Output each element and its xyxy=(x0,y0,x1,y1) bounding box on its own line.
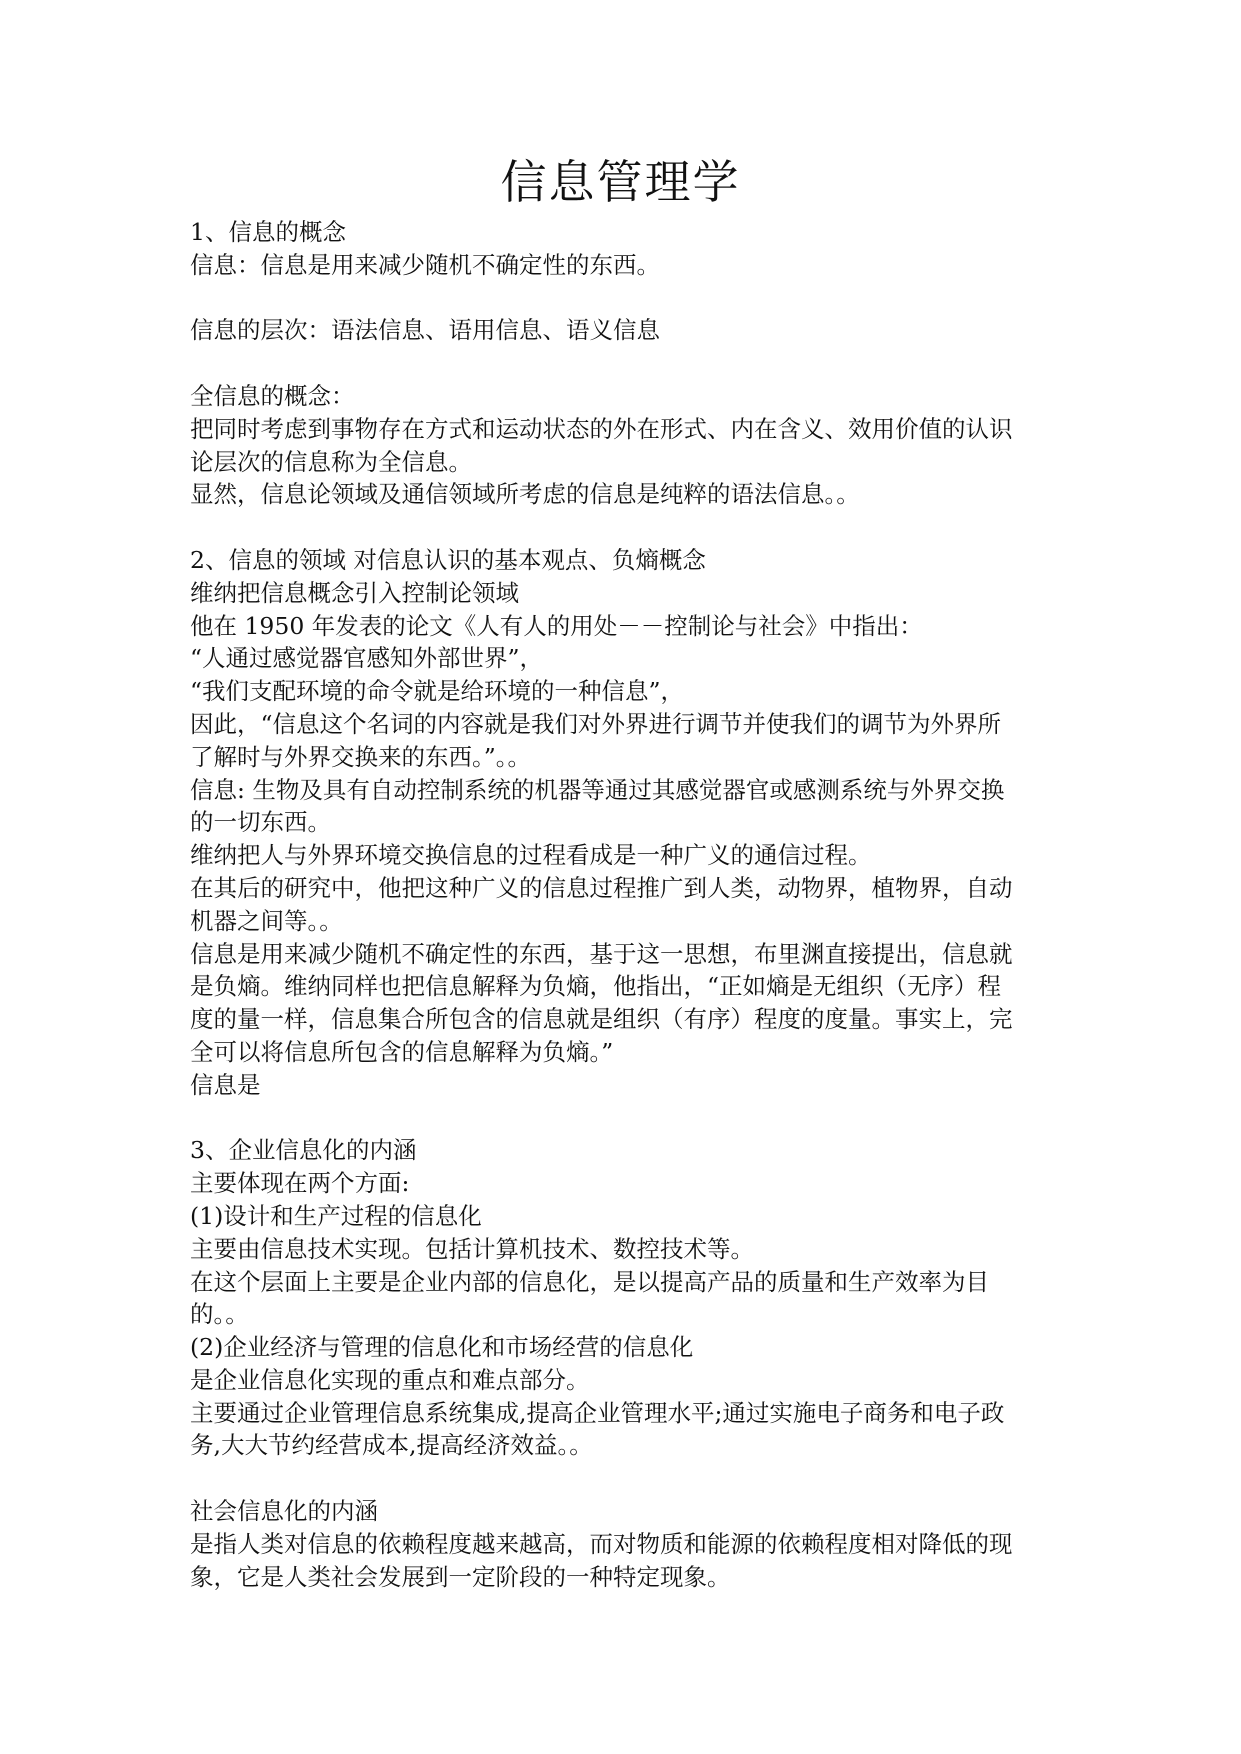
text-line: (2)企业经济与管理的信息化和市场经营的信息化 xyxy=(190,1333,694,1362)
text-line: 维纳把信息概念引入控制论领域 xyxy=(190,578,519,607)
text-line: 是指人类对信息的依赖程度越来越高，而对物质和能源的依赖程度相对降低的现 xyxy=(190,1529,1013,1558)
text-line: 主要由信息技术实现。包括计算机技术、数控技术等。 xyxy=(190,1234,754,1263)
text-line: 主要通过企业管理信息系统集成,提高企业管理水平;通过实施电子商务和电子政 xyxy=(190,1398,1005,1427)
text-line: 在这个层面上主要是企业内部的信息化，是以提高产品的质量和生产效率为目 xyxy=(190,1267,989,1296)
text-line: “人通过感觉器官感知外部世界”， xyxy=(190,644,544,673)
text-line: 是负熵。维纳同样也把信息解释为负熵，他指出，“正如熵是无组织（无序）程 xyxy=(190,972,1002,1001)
text-line: 是企业信息化实现的重点和难点部分。 xyxy=(190,1365,590,1394)
text-line: 的。。 xyxy=(190,1300,249,1329)
text-line: 他在 1950 年发表的论文《人有人的用处－－控制论与社会》中指出： xyxy=(190,611,923,640)
text-line: 3、企业信息化的内涵 xyxy=(190,1136,417,1165)
text-line: 显然，信息论领域及通信领域所考虑的信息是纯粹的语法信息。。 xyxy=(190,480,860,509)
text-line: 信息是 xyxy=(190,1070,261,1099)
text-line: 维纳把人与外界环境交换信息的过程看成是一种广义的通信过程。 xyxy=(190,841,872,870)
text-line: 因此，“信息这个名词的内容就是我们对外界进行调节并使我们的调节为外界所 xyxy=(190,709,1002,738)
text-line: 全可以将信息所包含的信息解释为负熵。” xyxy=(190,1037,614,1066)
blank-line xyxy=(190,1462,1055,1495)
text-line: (1)设计和生产过程的信息化 xyxy=(190,1201,482,1230)
document-body xyxy=(190,216,1055,1593)
text-line: 把同时考虑到事物存在方式和运动状态的外在形式、内在含义、效用价值的认识 xyxy=(190,414,1013,443)
blank-line xyxy=(190,1102,1055,1135)
text-line: 信息：信息是用来减少随机不确定性的东西。 xyxy=(190,250,660,279)
text-line: 象，它是人类社会发展到一定阶段的一种特定现象。 xyxy=(190,1562,731,1591)
text-line: 全信息的概念： xyxy=(190,381,355,410)
text-line: 了解时与外界交换来的东西。”。。 xyxy=(190,742,532,771)
text-line: 信息的层次：语法信息、语用信息、语义信息 xyxy=(190,316,660,345)
blank-line xyxy=(190,511,1055,544)
text-line: 信息: 生物及具有自动控制系统的机器等通过其感觉器官或感测系统与外界交换 xyxy=(190,775,1005,804)
text-line: 的一切东西。 xyxy=(190,808,331,837)
text-line: 论层次的信息称为全信息。 xyxy=(190,447,472,476)
document-title: 信息管理学 xyxy=(500,155,741,209)
text-line: 信息是用来减少随机不确定性的东西，基于这一思想，布里渊直接提出，信息就 xyxy=(190,939,1013,968)
text-line: 务,大大节约经营成本,提高经济效益。。 xyxy=(190,1431,593,1460)
text-line: 度的量一样，信息集合所包含的信息就是组织（有序）程度的度量。事实上，完 xyxy=(190,1005,1013,1034)
text-line: 社会信息化的内涵 xyxy=(190,1497,378,1526)
text-line: 主要体现在两个方面: xyxy=(190,1169,410,1198)
text-line: “我们支配环境的命令就是给环境的一种信息”， xyxy=(190,677,685,706)
text-line: 在其后的研究中，他把这种广义的信息过程推广到人类，动物界，植物界，自动 xyxy=(190,873,1013,902)
text-line: 1、信息的概念 xyxy=(190,218,346,246)
text-line: 2、信息的领域 对信息认识的基本观点、负熵概念 xyxy=(190,545,706,574)
blank-line xyxy=(190,347,1055,380)
blank-line xyxy=(190,282,1055,315)
text-line: 机器之间等。。 xyxy=(190,906,343,935)
